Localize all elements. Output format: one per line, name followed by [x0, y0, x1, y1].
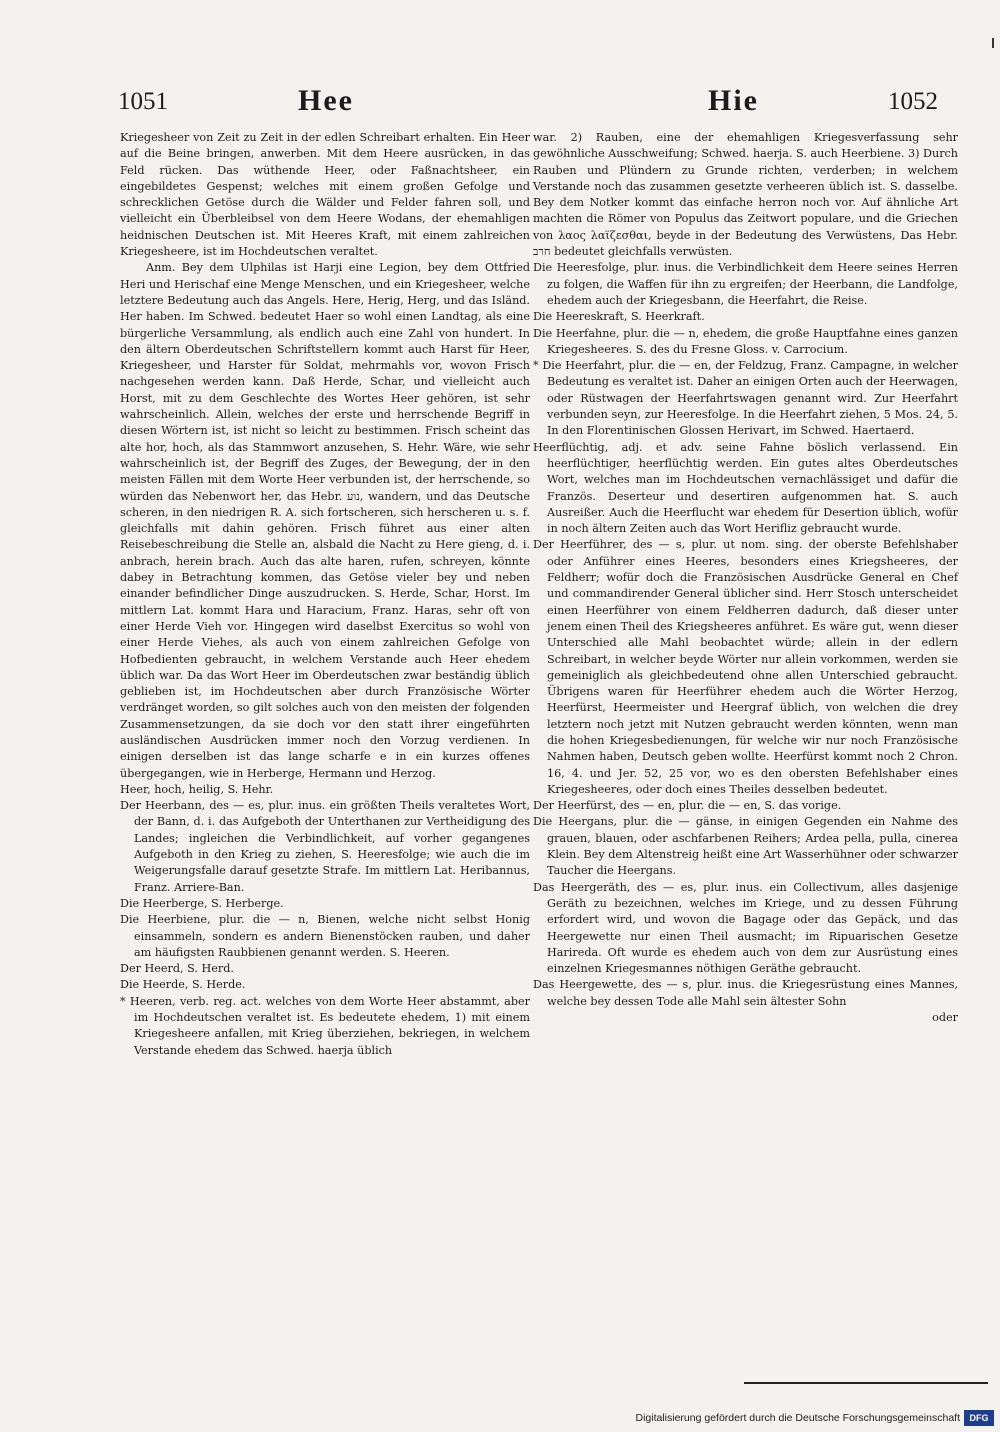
- left-column-paragraph: Der Heerbann, des — es, plur. inus. ein größten Theils veraltetes Wort, der Bann, d. i. das Aufgeboth der Unterthanen zur Vertheidigung des Landes; ingleichen die Verbindlichkeit, auf vorher gegangenes Aufgeboth in den Krieg zu ziehen, S. Heeresfolge; wie auch die im Weigerungsfalle darauf gesetzte Strafe. Im mittlern Lat. Heribannus, Franz. Arriere-Ban.: [120, 799, 530, 894]
- left-column-paragraph: Anm. Bey dem Ulphilas ist Harji eine Legion, bey dem Ottfried Heri und Herischaf eine Menge Menschen, und ein Kriegesheer, welche letztere Bedeutung auch das Angels. Here, Herig, Herg, und das Isländ. Her haben. Im Schwed. bedeutet Haer so wohl einen Landtag, als eine bürgerliche Versammlung, als endlich auch eine Zahl von hundert. In den ältern Oberdeutschen Schriftstellern kommt auch Harst für Heer, Kriegesheer, und Harster für Soldat, mehrmahls vor, wovon Frisch nachgesehen werden kann. Daß Herde, Schar, und vielleicht auch Horst, mit zu dem Geschlechte des Wortes Heer gehören, ist sehr wahrscheinlich. Allein, welches der erste und herrschende Begriff in diesen Wörtern ist, ist nicht so leicht zu bestimmen. Frisch scheint das alte hor, hoch, als das Stammwort anzusehen, S. Hehr. Wäre, wie sehr wahrscheinlich ist, der Begriff des Zuges, der Bewegung, der in den meisten Fällen mit dem Worte Heer verbunden ist, der herrschende, so würden das Nebenwort her, das Hebr. נוע, wandern, und das Deutsche scheren, in den niedrigen R. A. sich fortscheren, sich herscheren u. s. f. gleichfalls mit dahin gehören. Frisch führet aus einer alten Reisebeschreibung die Stelle an, alsbald die Nacht zu Here gieng, d. i. anbrach, herein brach. Auch das alte haren, rufen, schreyen, könnte dabey in Betrachtung kommen, das Getöse vieler bey und neben einander befindlicher Dinge auszudrucken. S. Herde, Schar, Horst. Im mittlern Lat. kommt Hara und Haracium, Franz. Haras, sehr oft von einer Herde Vieh vor. Hingegen wird daselbst Exercitus so wohl von einer Herde Viehes, als auch von einem zahlreichen Gefolge von Hofbedienten gebraucht, in welchem Verstande auch Heer ehedem üblich war. Da das Wort Heer im Oberdeutschen zwar beständig üblich geblieben ist, im Hochdeutschen aber durch Französische Wörter verdränget worden, so gilt solches auch von den meisten der folgenden Zusammensetzungen, da sie doch vor den statt ihrer eingeführten ausländischen Ausdrücken immer noch den Vorzug verdienen. In einigen derselben ist das lange scharfe e in ein kurzes offenes übergegangen, wie in Herberge, Hermann und Herzog.: [120, 261, 530, 780]
- right-column-paragraph: Die Heergans, plur. die — gänse, in einigen Gegenden ein Nahme des grauen, blauen, oder aschfarbenen Reihers; Ardea pella, pulla, cinerea Klein. Bey dem Altenstreig heißt eine Art Wasserhühner oder schwarzer Taucher die Heergans.: [533, 815, 958, 878]
- right-column-paragraph: Das Heergewette, des — s, plur. inus. die Kriegesrüstung eines Mannes, welche bey dessen Tode alle Mahl sein ältester Sohn: [533, 978, 958, 1008]
- right-column-paragraph: Die Heerfahne, plur. die — n, ehedem, die große Hauptfahne eines ganzen Kriegesheeres. S. des du Fresne Gloss. v. Carrocium.: [533, 326, 958, 356]
- right-column-paragraph: oder: [932, 1011, 958, 1025]
- right-column-paragraph: war. 2) Rauben, eine der ehemahligen Kriegesverfassung sehr gewöhnliche Ausschweifung; Schwed. haerja. S. auch Heerbiene. 3) Durch Rauben und Plündern zu Grunde richten, verderben; in welchem Verstande noch das zusammen gesetzte verheeren üblich ist. S. dasselbe. Bey dem Notker kommt das einfache herron noch vor. Auf ähnliche Art machten die Römer von Populus das Zeitwort populare, und die Griechen von λαος λαϊζεσθαι, beyde in der Bedeutung des Verwüstens, Das Hebr. חרב bedeutet gleichfalls verwüsten.: [533, 131, 959, 259]
- dfg-logo: DFG: [964, 1410, 994, 1426]
- left-column: [120, 130, 530, 1059]
- right-column-paragraph: Der Heerfürst, des — en, plur. die — en, S. das vorige.: [533, 799, 842, 813]
- right-column-paragraph: Heerflüchtig, adj. et adv. seine Fahne böslich verlassend. Ein heerflüchtiger, heerflüchtig werden. Ein gutes altes Oberdeutsches Wort, welches man im Hochdeutschen vernachlässiget und dafür die Französ. Deserteur und desertiren aufgenommen hat. S. auch Ausreißer. Auch die Heerflucht war ehedem für Desertion üblich, wofür in noch ältern Zeiten auch das Wort Herifliz gebraucht wurde.: [533, 440, 958, 536]
- left-column-paragraph: Die Heerde, S. Herde.: [120, 978, 246, 992]
- right-column-paragraph: * Die Heerfahrt, plur. die — en, der Feldzug, Franz. Campagne, in welcher Bedeutung es veraltet ist. Daher an einigen Orten auch der Heerwagen, oder Rüstwagen der Heerfahrtswagen genannt wird. Zur Heerfahrt verbunden seyn, zur Heeresfolge. In die Heerfahrt ziehen, 5 Mos. 24, 5. In den Florentinischen Glossen Herivart, im Schwed. Haertaerd.: [533, 359, 958, 438]
- right-column-paragraph: Der Heerführer, des — s, plur. ut nom. sing. der oberste Befehlshaber oder Anführer eines Heeres, besonders eines Kriegsheeres, der Feldherr; wofür doch die Französischen Ausdrücke General en Chef und commandirender General üblicher sind. Herr Stosch unterscheidet einen Heerführer von einem Feldherren dadurch, daß dieser unter jenem einen Theil des Kriegsheeres anführet. Es wäre gut, wenn dieser Unterschied alle Mahl beobachtet würde; allein in der edlern Schreibart, in welcher beyde Wörter nur allein vorkommen, werden sie gemeiniglich als gleichbedeutend ohne allen Unterschied gebraucht. Übrigens waren für Heerführer ehedem auch die Wörter Herzog, Heerfürst, Heermeister und Heergraf üblich, von welchen die drey letztern noch jetzt mit Nutzen gebraucht werden könnten, wenn man die hohen Kriegesbedienungen, für welche wir nur noch Französische Nahmen haben, Deutsch geben wollte. Heerfürst kommt noch 2 Chron. 16, 4. und Jer. 52, 25 vor, wo es den obersten Befehlshaber eines Kriegesheeres, oder doch eines Theiles desselben bedeutet.: [533, 538, 958, 796]
- margin-mark: [992, 38, 994, 48]
- left-column-paragraph: Heer, hoch, heilig, S. Hehr.: [120, 782, 274, 796]
- right-column-paragraph: Das Heergeräth, des — es, plur. inus. ein Collectivum, alles dasjenige Geräth zu bezeichnen, welches im Kriege, und zu dessen Führung erfordert wird, und wovon die Bagage oder das Gepäck, und das Heergewette nur einen Theil ausmacht; im Ripuarischen Gesetze Harireda. Oft wurde es ehedem auch von dem zur Ausrüstung eines einzelnen Kriegesmannes nöthigen Geräthe gebraucht.: [533, 880, 958, 976]
- right-column-paragraph: Die Heeresfolge, plur. inus. die Verbindlichkeit dem Heere seines Herren zu folgen, die Waffen für ihn zu ergreifen; der Heerbann, die Landfolge, ehedem auch der Kriegesbann, die Heerfahrt, die Reise.: [533, 261, 958, 307]
- left-column-paragraph: Die Heerberge, S. Herberge.: [120, 896, 284, 910]
- right-column: [533, 130, 958, 1026]
- footer-rule: [744, 1382, 988, 1384]
- right-headword: Hie: [708, 84, 759, 117]
- left-column-paragraph: Die Heerbiene, plur. die — n, Bienen, welche nicht selbst Honig einsammeln, sondern es andern Bienenstöcken rauben, und daher am häufigsten Raubbienen genannt werden. S. Heeren.: [120, 913, 530, 959]
- left-column-paragraph: Kriegesheer von Zeit zu Zeit in der edlen Schreibart erhalten. Ein Heer auf die Beine bringen, anwerben. Mit dem Heere ausrücken, in das Feld rücken. Das wüthende Heer, oder Faßnachtsheer, ein eingebildetes Gespenst; welches mit einem großen Gefolge und schrecklichen Getöse durch die Wälder und Felder fahren soll, und vielleicht ein Überbleibsel von dem Heere Wodans, der ehemahligen heidnischen Deutschen ist. Mit Heeres Kraft, mit einem zahlreichen Kriegesheere, ist im Hochdeutschen veraltet.: [120, 131, 530, 259]
- page-header: [118, 84, 938, 124]
- left-page-number: 1051: [118, 88, 168, 115]
- left-column-paragraph: Der Heerd, S. Herd.: [120, 962, 234, 976]
- left-headword: Hee: [298, 84, 354, 117]
- footer-credit: Digitalisierung gefördert durch die Deutsche Forschungsgemeinschaft: [635, 1412, 960, 1424]
- left-column-paragraph: * Heeren, verb. reg. act. welches von dem Worte Heer abstammt, aber im Hochdeutschen veraltet ist. Es bedeutete ehedem, 1) mit einem Kriegesheere anfallen, mit Krieg überziehen, bekriegen, in welchem Verstande ehedem das Schwed. haerja üblich: [120, 994, 530, 1057]
- right-page-number: 1052: [888, 88, 938, 115]
- right-column-paragraph: Die Heereskraft, S. Heerkraft.: [533, 310, 705, 324]
